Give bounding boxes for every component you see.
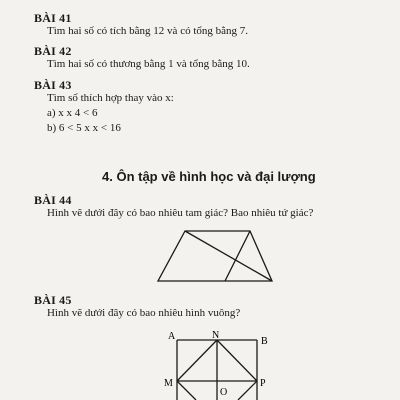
label-p: P — [260, 378, 266, 389]
diamond-side-nm — [177, 340, 217, 381]
trapezoid-outline — [158, 231, 272, 281]
diamond-side-np — [217, 340, 257, 381]
problem-41-title: BÀI 41 — [34, 11, 72, 25]
problem-44-text: Hình vẽ dưới đây có bao nhiêu tam giác? Bao nhiêu tứ giác? — [47, 207, 314, 219]
problem-45-title: BÀI 45 — [34, 293, 72, 307]
problem-42-text: Tìm hai số có thương bằng 1 và tổng bằng 10. — [47, 58, 250, 70]
problem-45-text: Hình vẽ dưới đây có bao nhiêu hình vuông? — [47, 307, 241, 319]
label-b: B — [261, 336, 268, 347]
problem-44-title: BÀI 44 — [34, 193, 72, 207]
label-n: N — [212, 330, 220, 341]
trapezoid-figure — [150, 225, 280, 285]
problem-43-title: BÀI 43 — [34, 78, 72, 92]
problem-43-part-a: a) x x 4 < 6 — [47, 107, 98, 119]
label-m: M — [164, 378, 173, 389]
diamond-side-mq-part — [177, 381, 196, 400]
problem-43-part-b: b) 6 < 5 x x < 16 — [47, 122, 121, 134]
squares-figure — [160, 330, 275, 400]
label-a: A — [168, 331, 176, 342]
section-heading: 4. Ôn tập về hình học và đại lượng — [102, 169, 316, 184]
diamond-side-pq-part — [238, 381, 257, 400]
problem-42-title: BÀI 42 — [34, 44, 72, 58]
problem-41-text: Tìm hai số có tích bằng 12 và có tổng bằng 7. — [47, 25, 249, 37]
label-o: O — [220, 387, 228, 398]
problem-43-text: Tìm số thích hợp thay vào x: — [47, 92, 174, 104]
